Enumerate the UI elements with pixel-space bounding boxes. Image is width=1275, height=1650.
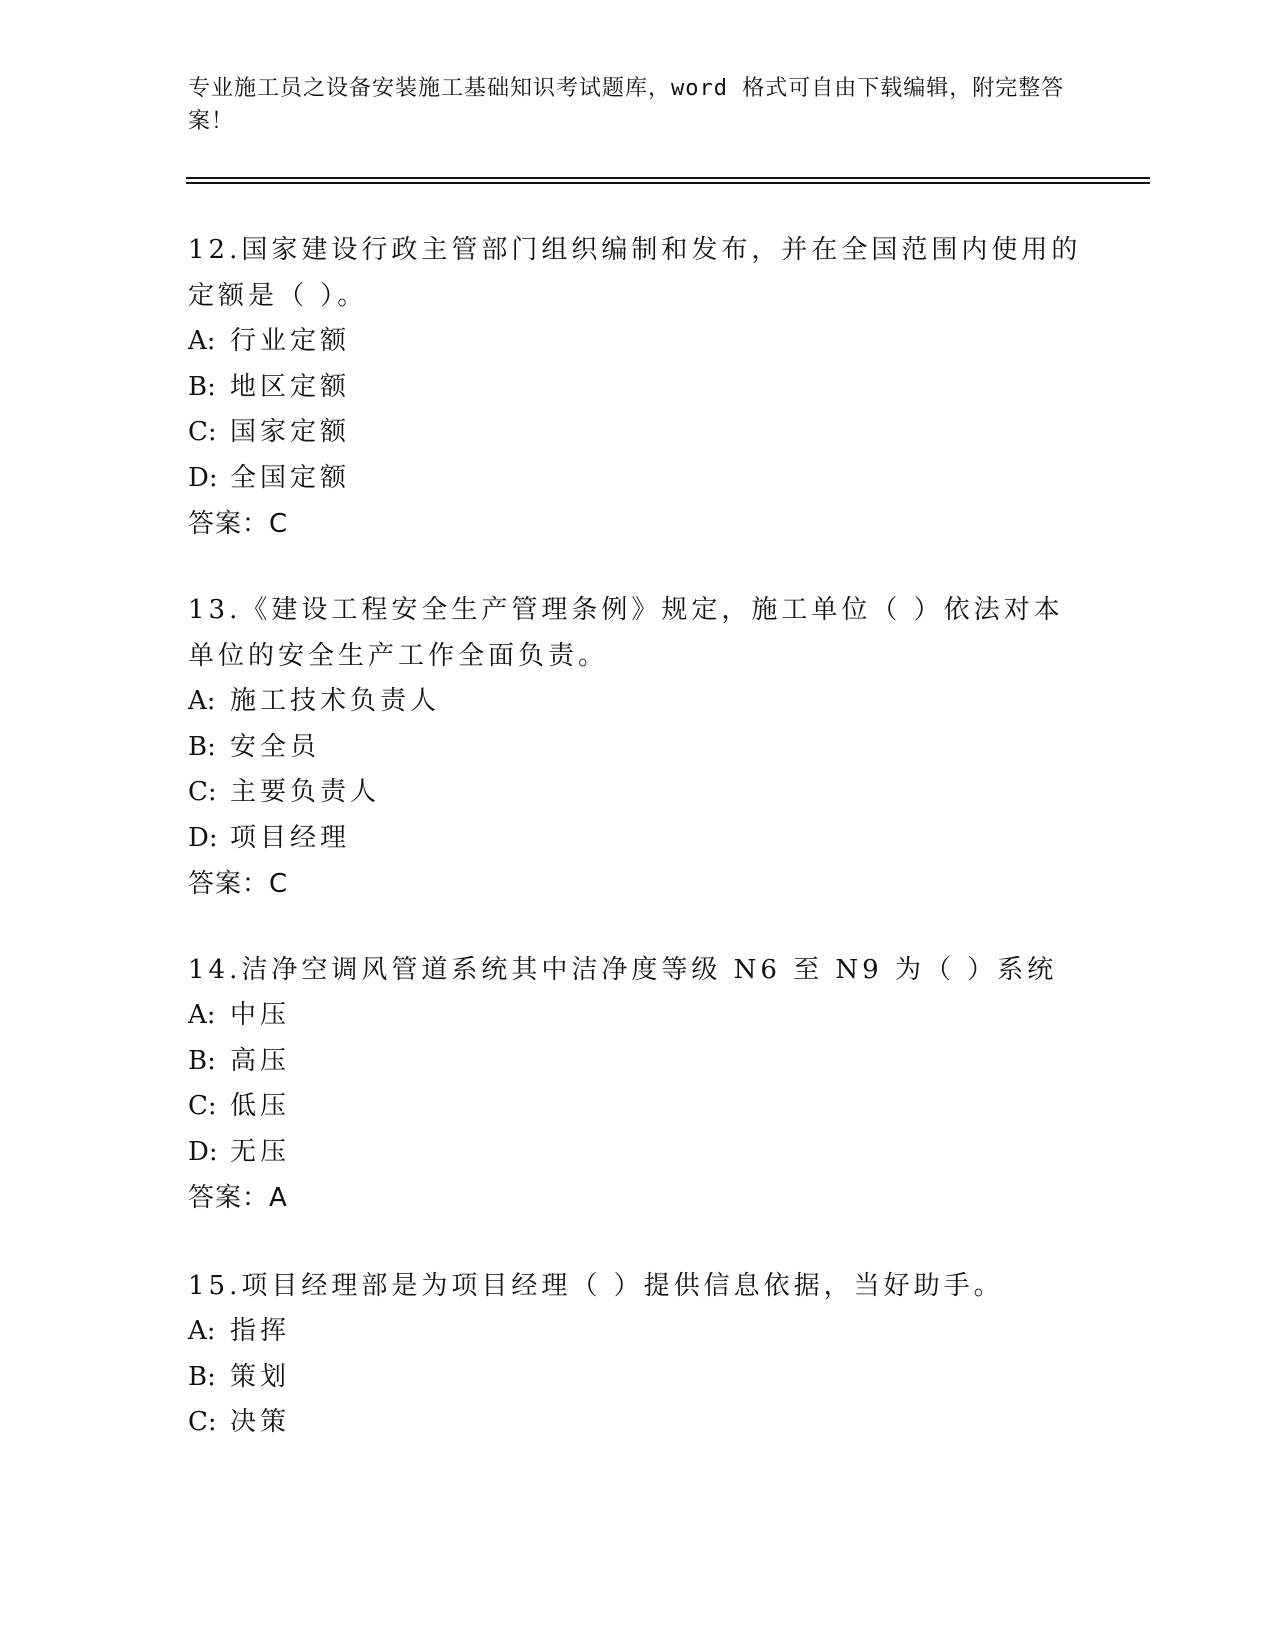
- option-text: 行业定额: [230, 326, 351, 356]
- option-text: 国家定额: [230, 417, 351, 447]
- option-b: [188, 725, 1088, 771]
- option-key: C:: [188, 1407, 217, 1437]
- option-text: 策划: [230, 1361, 291, 1392]
- option-key: C:: [188, 417, 217, 447]
- option-key: A:: [188, 1000, 216, 1030]
- option-key: B:: [188, 1361, 216, 1392]
- question-stem: 15.项目经理部是为项目经理（ ）提供信息依据，当好助手。: [188, 1271, 1004, 1301]
- option-d: [188, 1130, 1088, 1176]
- option-text: 施工技术负责人: [230, 686, 441, 716]
- option-text: 指挥: [230, 1316, 291, 1346]
- option-b: [188, 365, 1088, 411]
- question-14: [188, 947, 1088, 1221]
- option-text: 低压: [230, 1091, 291, 1121]
- option-text: 项目经理: [230, 822, 351, 853]
- option-c: [188, 1084, 1088, 1130]
- option-key: D:: [188, 1136, 218, 1167]
- option-text: 高压: [230, 1045, 291, 1076]
- answer: 答案：C: [188, 869, 289, 899]
- option-text: 决策: [230, 1407, 291, 1437]
- option-key: A:: [188, 326, 216, 356]
- option-a: [188, 679, 1088, 725]
- option-c: [188, 770, 1088, 816]
- option-key: B:: [188, 1045, 216, 1076]
- option-text: 全国定额: [230, 462, 351, 493]
- option-text: 主要负责人: [230, 777, 381, 807]
- option-text: 中压: [230, 1000, 291, 1030]
- option-key: A:: [188, 686, 216, 716]
- option-key: B:: [188, 371, 216, 402]
- option-key: C:: [188, 1091, 217, 1121]
- option-key: B:: [188, 731, 216, 762]
- question-stem: 12.国家建设行政主管部门组织编制和发布，并在全国范围内使用的定额是（ ）。: [188, 235, 1082, 311]
- question-stem: 13.《建设工程安全生产管理条例》规定，施工单位（ ）依法对本单位的安全生产工作全面负责。: [188, 595, 1064, 671]
- option-text: 无压: [230, 1136, 291, 1167]
- answer: 答案：A: [188, 1183, 288, 1213]
- option-key: D:: [188, 822, 218, 853]
- option-a: [188, 993, 1088, 1039]
- header-divider-bottom: [186, 182, 1150, 184]
- option-d: [188, 456, 1088, 502]
- option-a: [188, 319, 1088, 365]
- option-d: [188, 816, 1088, 862]
- header-divider-top: [186, 177, 1150, 179]
- option-b: [188, 1039, 1088, 1085]
- option-text: 安全员: [230, 731, 321, 762]
- option-c: [188, 1400, 1088, 1446]
- question-15: [188, 1263, 1088, 1446]
- option-c: [188, 410, 1088, 456]
- question-12: [188, 227, 1088, 547]
- option-text: 地区定额: [230, 371, 351, 402]
- answer: 答案：C: [188, 509, 289, 539]
- document-header: 专业施工员之设备安装施工基础知识考试题库，word 格式可自由下载编辑，附完整答案！: [188, 76, 1065, 134]
- question-stem: 14.洁净空调风管道系统其中洁净度等级 N6 至 N9 为（ ）系统: [188, 955, 1058, 985]
- option-b: [188, 1355, 1088, 1401]
- option-key: C:: [188, 777, 217, 807]
- option-key: D:: [188, 462, 218, 493]
- option-key: A:: [188, 1316, 216, 1346]
- question-13: [188, 587, 1088, 907]
- option-a: [188, 1309, 1088, 1355]
